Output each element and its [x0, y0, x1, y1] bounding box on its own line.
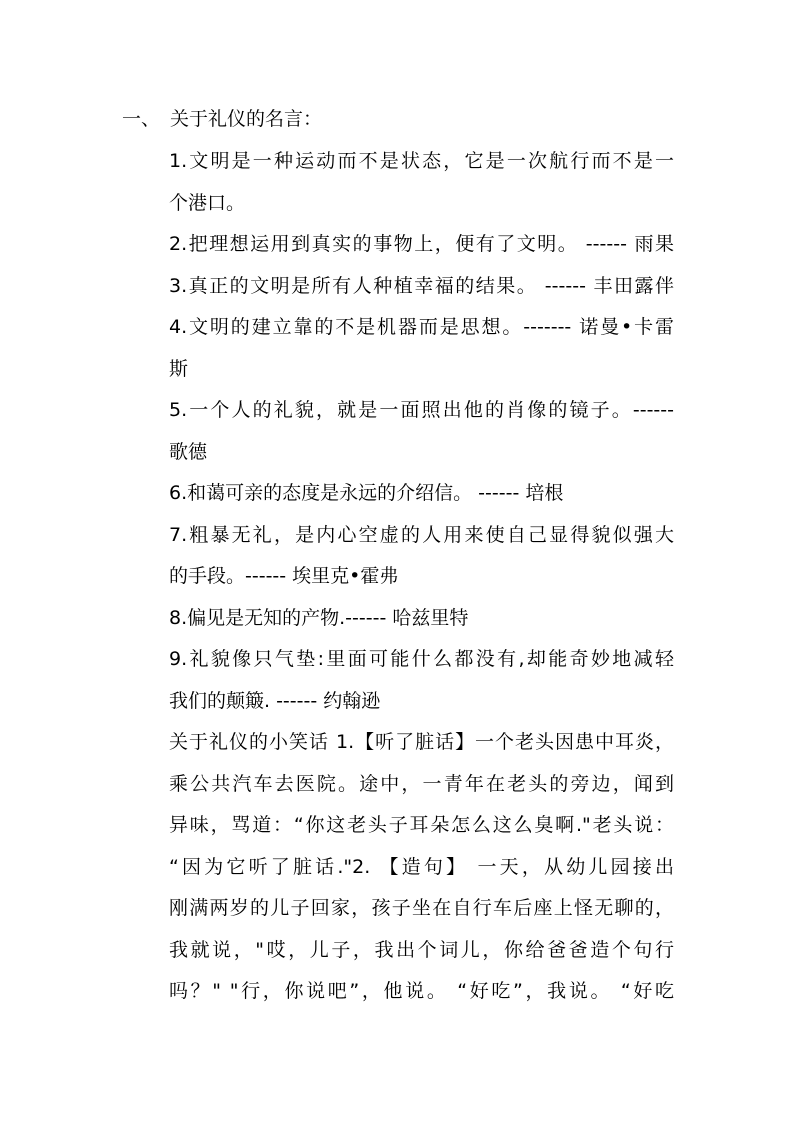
text-line: 6.和蔼可亲的态度是永远的介绍信。 ------ 培根 — [169, 482, 564, 504]
text-line: 乘公共汽车去医院。途中，一青年在老头的旁边，闻到 — [169, 772, 674, 795]
text-line: 异味，骂道：“你这老头子耳朵怎么这么臭啊."老头说： — [169, 814, 674, 836]
text-line: 个港口。 — [169, 191, 246, 214]
text-line: 1.文明是一种运动而不是状态，它是一次航行而不是一 — [169, 150, 674, 172]
text-line: 3.真正的文明是所有人种植幸福的结果。 ------ 丰田露伴 — [169, 274, 674, 297]
text-line: 我们的颠簸. ------ 约翰逊 — [169, 689, 381, 712]
text-line: 吗？" "行，你说吧”，他说。 “好吃”，我说。 “好吃 — [169, 980, 674, 1002]
text-line: 9.礼貌像只气垫:里面可能什么都没有,却能奇妙地减轻 — [169, 648, 674, 670]
text-line: 8.偏见是无知的产物.------ 哈兹里特 — [169, 606, 469, 629]
text-line: 5.一个人的礼貌，就是一面照出他的肖像的镜子。------ — [169, 399, 674, 421]
text-line: 的手段。------ 埃里克•霍弗 — [169, 565, 399, 587]
text-line: 2.把理想运用到真实的事物上，便有了文明。 ------ 雨果 — [169, 233, 674, 255]
text-line: 斯 — [169, 357, 189, 380]
text-line: 歌德 — [169, 440, 208, 463]
section-number: 一、 — [122, 108, 161, 130]
text-line: “因为它听了脏话."2. 【造句】 一天，从幼儿园接出 — [169, 855, 674, 878]
section-heading — [122, 106, 322, 132]
text-line: 4.文明的建立靠的不是机器而是思想。------- 诺曼•卡雷 — [169, 316, 674, 338]
body-text — [169, 148, 674, 1020]
text-line: 我就说，"哎，儿子，我出个词儿，你给爸爸造个句行 — [169, 938, 674, 961]
text-line: 关于礼仪的小笑话 1.【听了脏话】一个老头因患中耳炎， — [169, 731, 674, 753]
text-line: 刚满两岁的儿子回家，孩子坐在自行车后座上怪无聊的， — [169, 897, 674, 919]
text-line: 7.粗暴无礼，是内心空虚的人用来使自己显得貌似强大 — [169, 523, 674, 546]
section-title: 关于礼仪的名言： — [170, 108, 323, 130]
